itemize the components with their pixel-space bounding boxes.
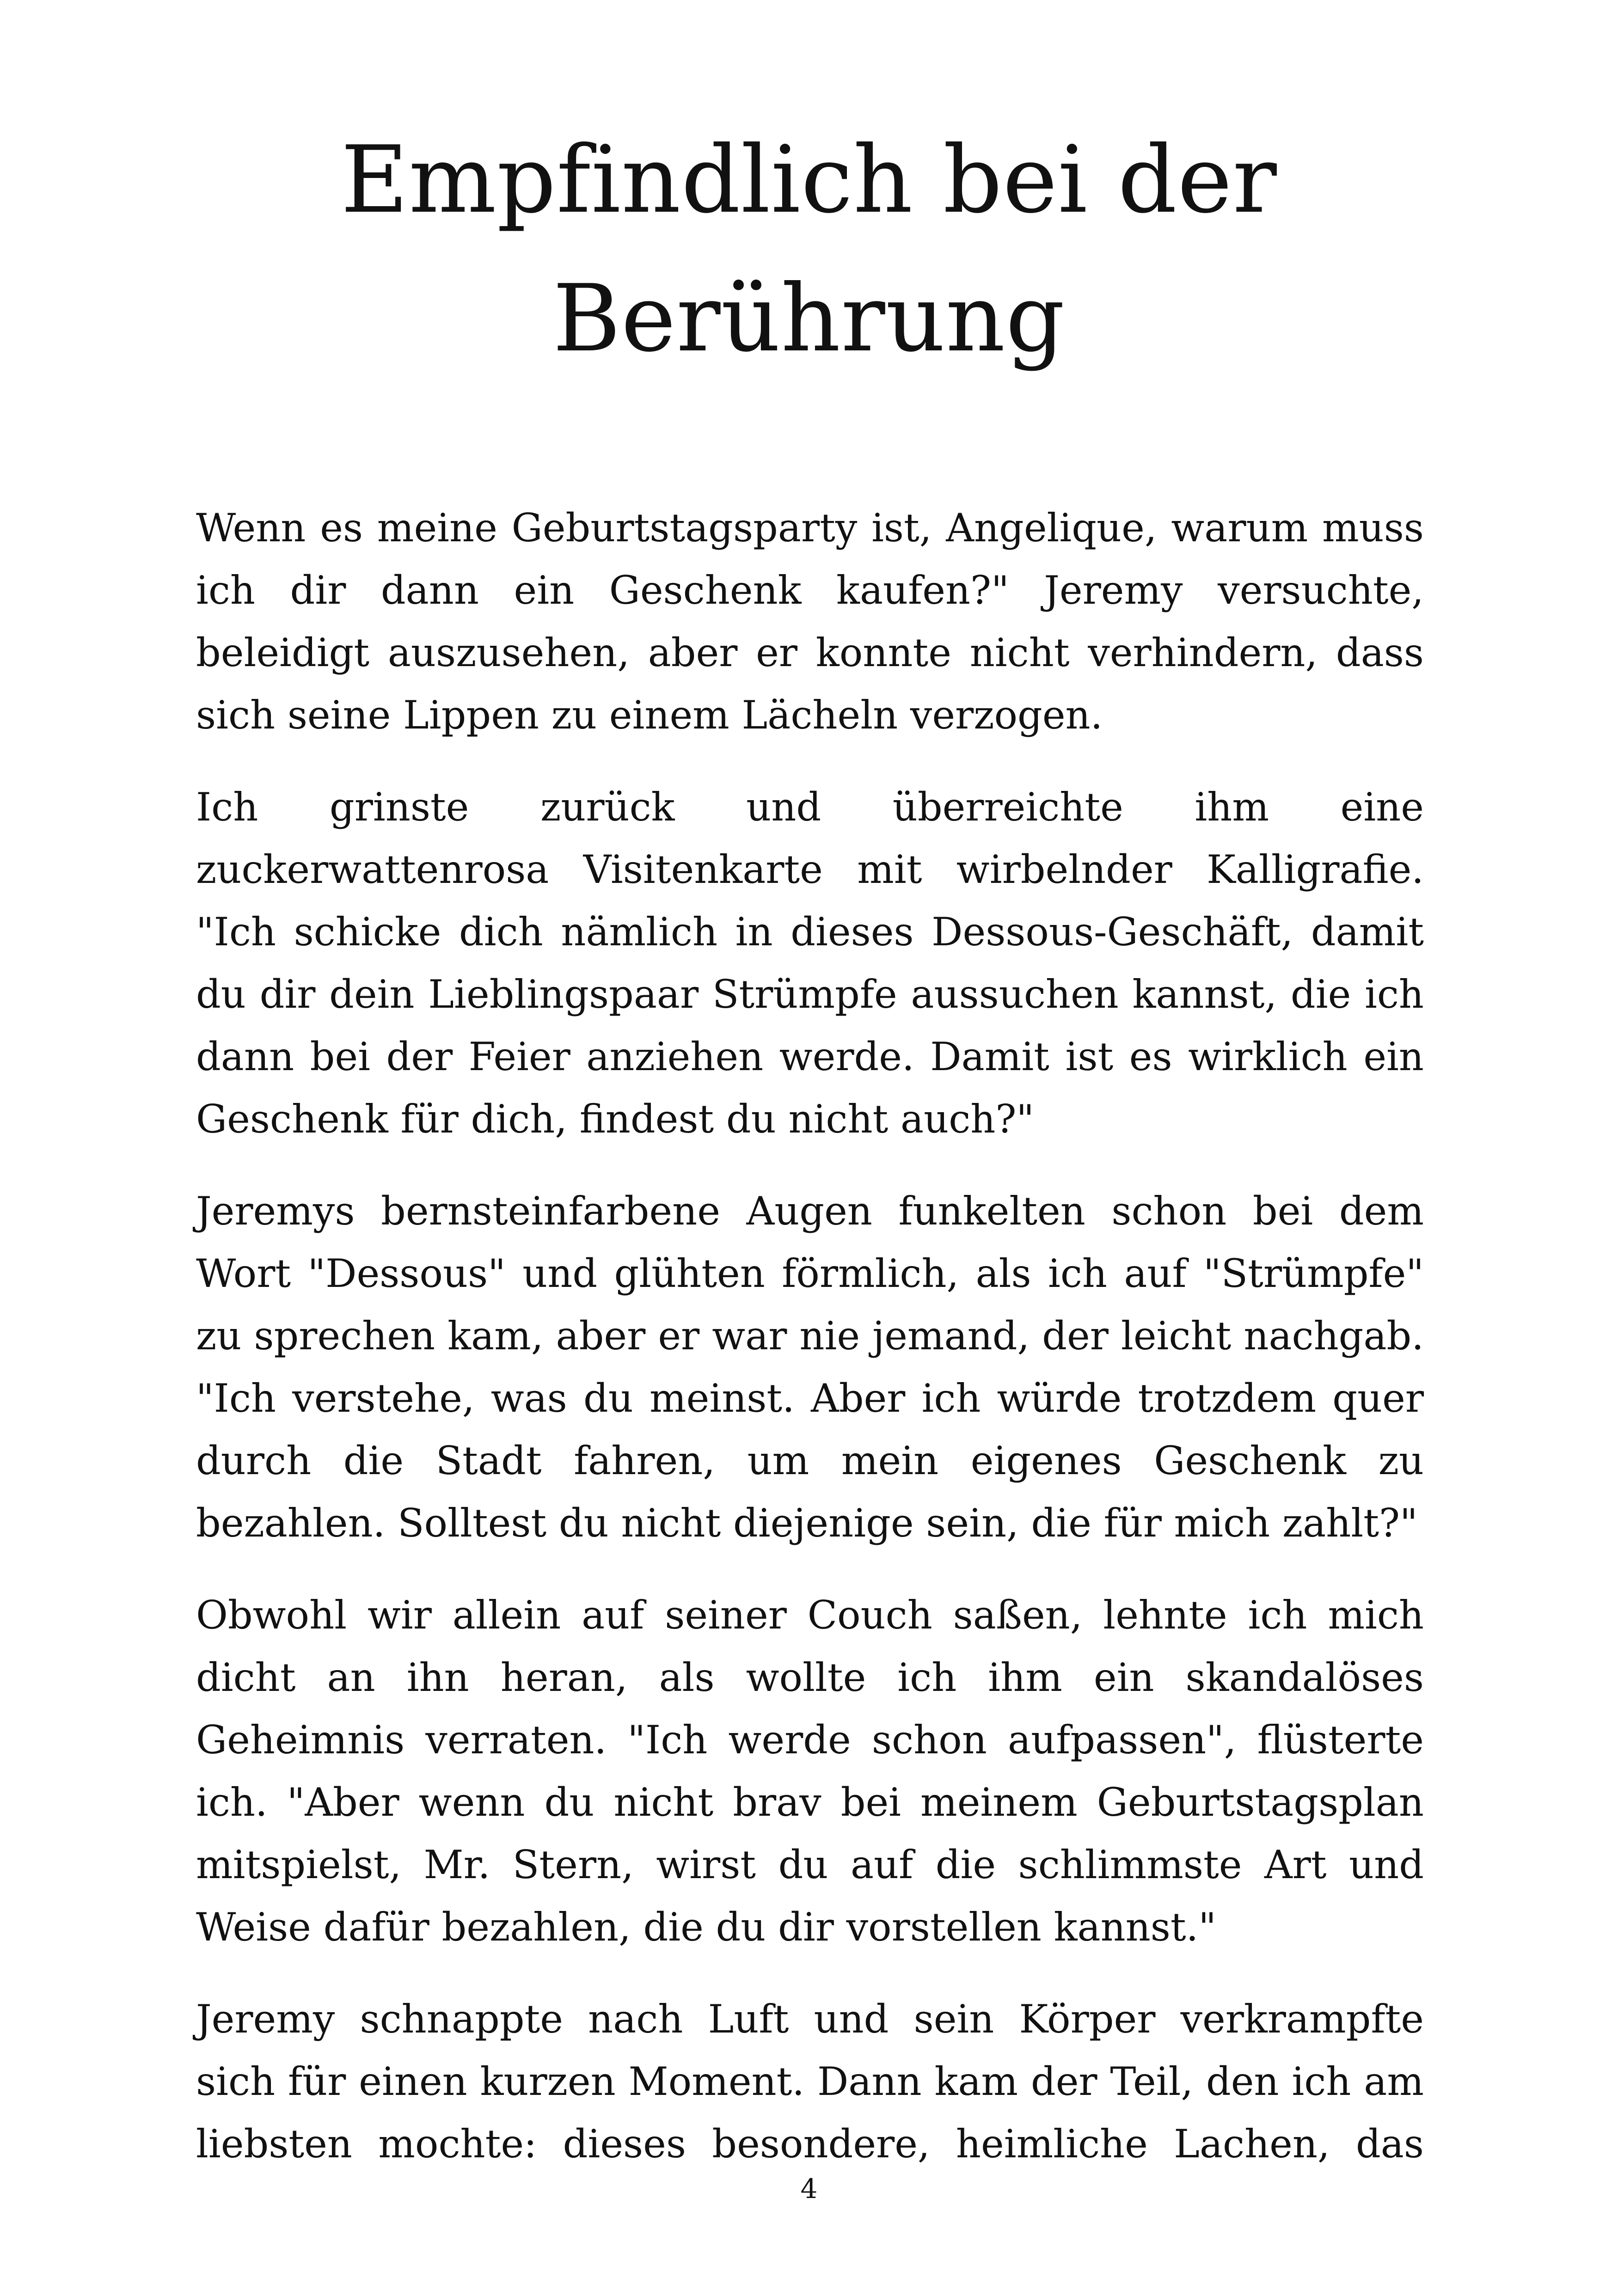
- paragraph: Wenn es meine Geburtstagsparty ist, Angelique, warum muss ich dir dann ein Geschenk kaufen?" Jeremy versuchte, beleidigt auszusehen, aber er konnte nicht verhindern, dass sich seine Lippen zu einem Lächeln verzogen.: [196, 505, 1424, 738]
- chapter-title-line-1: Empfindlich bei der: [341, 126, 1277, 234]
- page-number: 4: [800, 2173, 818, 2204]
- paragraph: Jeremy schnappte nach Luft und sein Körper verkrampfte sich für einen kurzen Moment. Dann kam der Teil, den ich am liebsten mochte: dieses besondere, heimliche Lachen, das: [196, 1996, 1424, 2167]
- body-text: [196, 497, 1424, 2205]
- paragraph: Obwohl wir allein auf seiner Couch saßen, lehnte ich mich dicht an ihn heran, als wollte ich ihm ein skandalöses Geheimnis verraten. "Ich werde schon aufpassen", flüsterte ich. "Aber wenn du nicht brav bei meinem Geburtstagsplan mitspielst, Mr. Stern, wirst du auf die schlimmste Art und Weise dafür bezahlen, die du dir vorstellen kannst.": [196, 1592, 1424, 1950]
- chapter-title-line-2: Berührung: [552, 265, 1066, 373]
- chapter-title: [185, 111, 1433, 388]
- paragraph: Jeremys bernsteinfarbene Augen funkelten schon bei dem Wort "Dessous" und glühten förmlich, als ich auf "Strümpfe" zu sprechen kam, aber er war nie jemand, der leicht nachgab. "Ich verstehe, was du meinst. Aber ich würde trotzdem quer durch die Stadt fahren, um mein eigenes Geschenk zu bezahlen. Solltest du nicht diejenige sein, die für mich zahlt?": [196, 1188, 1424, 1546]
- paragraph: Ich grinste zurück und überreichte ihm eine zuckerwattenrosa Visitenkarte mit wirbelnder Kalligrafie. "Ich schicke dich nämlich in dieses Dessous-Geschäft, damit du dir dein Lieblingspaar Strümpfe aussuchen kannst, die ich dann bei der Feier anziehen werde. Damit ist es wirklich ein Geschenk für dich, findest du nicht auch?": [196, 784, 1424, 1142]
